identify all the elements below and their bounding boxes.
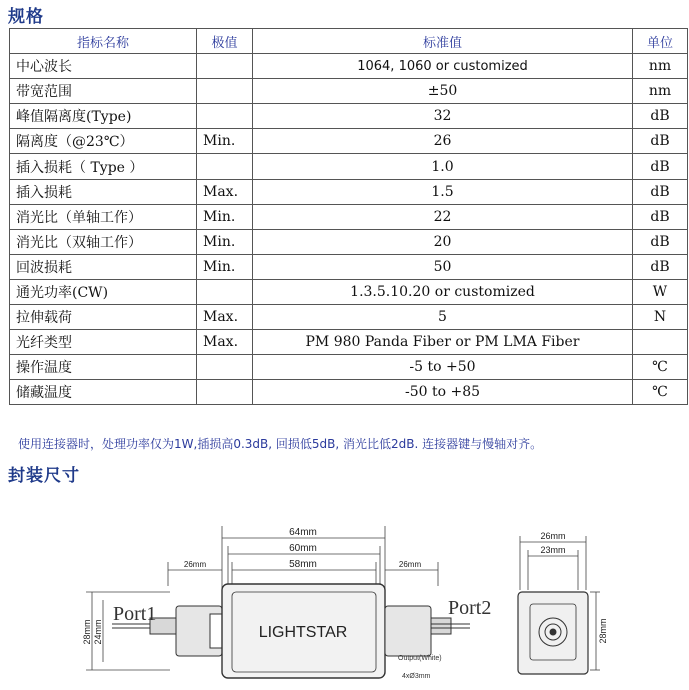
brand-label: LIGHTSTAR (258, 624, 348, 641)
row-name: 储藏温度 (10, 380, 197, 405)
connector-note: 使用连接器时，处理功率仅为1W,插损高0.3dB, 回损低5dB, 消光比低2dB. 连接器键与慢轴对齐。 (18, 437, 543, 451)
package-drawing (0, 520, 689, 690)
package-heading: 封装尺寸 (8, 466, 80, 486)
row-limit: Min. (197, 129, 253, 154)
header-limit: 极值 (197, 29, 253, 54)
row-value: 1.5 (253, 179, 633, 204)
row-limit: Max. (197, 330, 253, 355)
row-unit: dB (633, 154, 688, 179)
header-name: 指标名称 (10, 29, 197, 54)
row-limit (197, 355, 253, 380)
row-name: 隔离度（@23℃） (10, 129, 197, 154)
dim-26mm-right: 26mm (398, 560, 422, 569)
row-name: 通光功率(CW) (10, 279, 197, 304)
row-value: 32 (253, 104, 633, 129)
row-limit: Max. (197, 305, 253, 330)
row-unit (633, 330, 688, 355)
table-row (10, 355, 688, 380)
row-limit (197, 104, 253, 129)
row-unit: W (633, 279, 688, 304)
row-name: 消光比（单轴工作） (10, 204, 197, 229)
table-row (10, 254, 688, 279)
row-name: 带宽范围 (10, 79, 197, 104)
table-row (10, 380, 688, 405)
row-name: 中心波长 (10, 54, 197, 79)
row-limit (197, 54, 253, 79)
side-dim-26mm: 26mm (540, 531, 566, 541)
table-row (10, 279, 688, 304)
row-unit: ℃ (633, 355, 688, 380)
row-unit: dB (633, 254, 688, 279)
dim-64mm: 64mm (289, 527, 317, 538)
table-row (10, 154, 688, 179)
row-name: 峰值隔离度(Type) (10, 104, 197, 129)
row-name: 插入损耗 (10, 179, 197, 204)
row-name: 插入损耗（ Type ） (10, 154, 197, 179)
port1-label: Port1 (113, 603, 157, 625)
row-value: 1.3.5.10.20 or customized (253, 279, 633, 304)
row-value: -50 to +85 (253, 380, 633, 405)
table-header-row (10, 29, 688, 54)
row-value: -5 to +50 (253, 355, 633, 380)
row-unit: dB (633, 179, 688, 204)
row-limit (197, 154, 253, 179)
table-row (10, 54, 688, 79)
side-dim-23mm: 23mm (540, 545, 566, 555)
row-name: 操作温度 (10, 355, 197, 380)
dim-24mm-left: 24mm (93, 619, 103, 645)
row-unit: dB (633, 129, 688, 154)
table-row (10, 305, 688, 330)
table-row (10, 79, 688, 104)
spec-heading: 规格 (8, 7, 44, 27)
output-label: Output(White) (398, 655, 442, 662)
row-value: 1064, 1060 or customized (253, 54, 633, 79)
row-limit: Min. (197, 204, 253, 229)
table-row (10, 104, 688, 129)
row-name: 回波损耗 (10, 254, 197, 279)
row-value: ±50 (253, 79, 633, 104)
dim-26mm-left: 26mm (183, 560, 207, 569)
table-row (10, 129, 688, 154)
row-name: 光纤类型 (10, 330, 197, 355)
header-value: 标准值 (253, 29, 633, 54)
row-value: 1.0 (253, 154, 633, 179)
table-row (10, 179, 688, 204)
row-name: 消光比（双轴工作） (10, 229, 197, 254)
row-limit (197, 79, 253, 104)
dim-60mm: 60mm (289, 543, 317, 554)
row-unit: ℃ (633, 380, 688, 405)
row-value: 50 (253, 254, 633, 279)
row-limit (197, 279, 253, 304)
table-row (10, 330, 688, 355)
row-limit: Min. (197, 229, 253, 254)
table-row (10, 204, 688, 229)
dim-28mm-left: 28mm (82, 619, 92, 645)
row-limit: Max. (197, 179, 253, 204)
row-unit: dB (633, 104, 688, 129)
row-unit: N (633, 305, 688, 330)
row-value: 22 (253, 204, 633, 229)
row-name: 拉伸载荷 (10, 305, 197, 330)
row-value: PM 980 Panda Fiber or PM LMA Fiber (253, 330, 633, 355)
row-unit: dB (633, 204, 688, 229)
row-unit: dB (633, 229, 688, 254)
row-limit (197, 380, 253, 405)
dim-58mm: 58mm (289, 559, 317, 570)
row-value: 26 (253, 129, 633, 154)
row-limit: Min. (197, 254, 253, 279)
port2-label: Port2 (448, 597, 492, 619)
side-dim-28mm: 28mm (598, 618, 608, 644)
row-unit: nm (633, 79, 688, 104)
screw-label: 4xØ3mm (402, 673, 431, 680)
row-value: 20 (253, 229, 633, 254)
header-unit: 单位 (633, 29, 688, 54)
spec-table (9, 28, 688, 405)
row-value: 5 (253, 305, 633, 330)
row-unit: nm (633, 54, 688, 79)
table-row (10, 229, 688, 254)
